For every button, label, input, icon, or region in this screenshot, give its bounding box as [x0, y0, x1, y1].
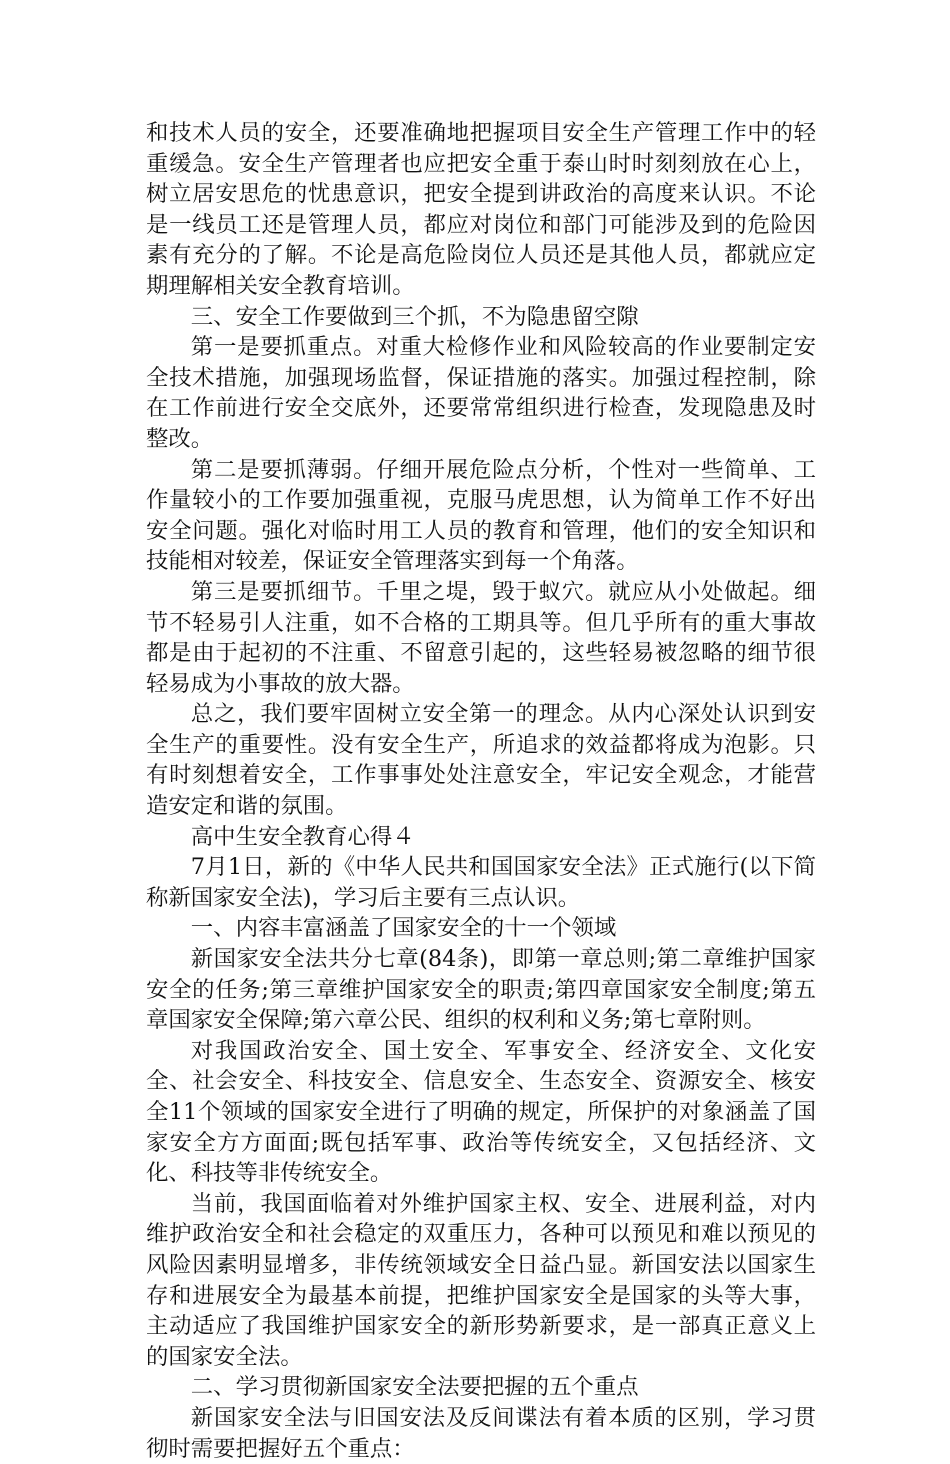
section-heading-2: 二、学习贯彻新国家安全法要把握的五个重点	[190, 1374, 639, 1401]
section-heading-1: 一、内容丰富涵盖了国家安全的十一个领域	[190, 915, 617, 942]
document-body	[146, 118, 816, 1464]
paragraph-law-chapters: 新国家安全法共分七章(84条)，即第一章总则;第二章维护国家安全的任务;第三章维护国家安全的职责;第四章国家安全制度;第五章国家安全保障;第六章公民、组织的权利和义务;第七章附则。	[146, 946, 816, 1034]
paragraph-focus-key-points: 第一是要抓重点。对重大检修作业和风险较高的作业要制定安全技术措施，加强现场监督，保证措施的落实。加强过程控制，除在工作前进行安全交底外，还要常常组织进行检查，发现隐患及时整改。	[146, 334, 816, 452]
paragraph-conclusion: 总之，我们要牢固树立安全第一的理念。从内心深处认识到安全生产的重要性。没有安全生产，所追求的效益都将成为泡影。只有时刻想着安全，工作事事处处注意安全，牢记安全观念，才能营造安定和谐的氛围。	[146, 701, 816, 820]
section-heading-3: 三、安全工作要做到三个抓，不为隐患留空隙	[190, 303, 639, 330]
paragraph-five-key-points: 新国家安全法与旧国安法及反间谍法有着本质的区别，学习贯彻时需要把握好五个重点：	[146, 1404, 816, 1462]
paragraph-current-situation: 当前，我国面临着对外维护国家主权、安全、进展利益，对内维护政治安全和社会稳定的双重压力，各种可以预见和难以预见的风险因素明显增多，非传统领域安全日益凸显。新国安法以国家生存和进展安全为最基本前提，把维护国家安全是国家的头等大事，主动适应了我国维护国家安全的新形势新要求，是一部真正意义上的国家安全法。	[146, 1190, 816, 1370]
paragraph-1: 和技术人员的安全，还要准确地把握项目安全生产管理工作中的轻重缓急。安全生产管理者也应把安全重于泰山时时刻刻放在心上，树立居安思危的忧患意识，把安全提到讲政治的高度来认识。不论是一线员工还是管理人员，都应对岗位和部门可能涉及到的危险因素有充分的了解。不论是高危险岗位人员还是其他人员，都就应定期理解相关安全教育培训。	[146, 120, 816, 299]
paragraph-intro-law: 7月1日，新的《中华人民共和国国家安全法》正式施行(以下简称新国家安全法)，学习后主要有三点认识。	[146, 854, 816, 911]
paragraph-eleven-domains: 对我国政治安全、国土安全、军事安全、经济安全、文化安全、社会安全、科技安全、信息安全、生态安全、资源安全、核安全11个领域的国家安全进行了明确的规定，所保护的对象涵盖了国家安全方方面面;既包括军事、政治等传统安全，又包括经济、文化、科技等非传统安全。	[146, 1037, 816, 1187]
paragraph-focus-weak-points: 第二是要抓薄弱。仔细开展危险点分析，个性对一些简单、工作量较小的工作要加强重视，克服马虎思想，认为简单工作不好出安全问题。强化对临时用工人员的教育和管理，他们的安全知识和技能相对较差，保证安全管理落实到每一个角落。	[146, 456, 816, 575]
paragraph-focus-details: 第三是要抓细节。千里之堤，毁于蚁穴。就应从小处做起。细节不轻易引人注重，如不合格的工期具等。但几乎所有的重大事故都是由于起初的不注重、不留意引起的，这些轻易被忽略的细节很轻易成为小事故的放大器。	[146, 578, 816, 697]
article-title-4: 高中生安全教育心得４	[190, 823, 415, 850]
